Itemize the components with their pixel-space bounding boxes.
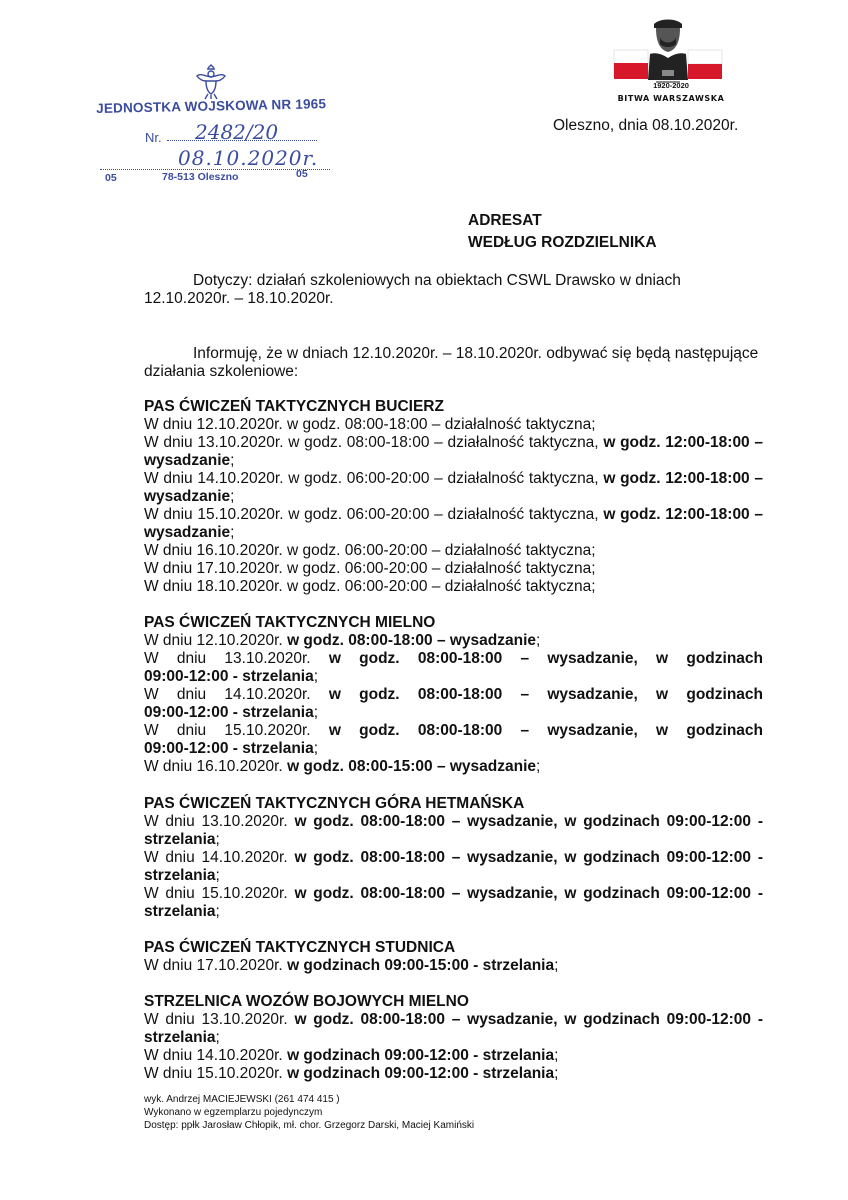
- footer-copies: Wykonano w egzemplarzu pojedynczym: [144, 1107, 323, 1118]
- mielno-line-5: W dniu 16.10.2020r. w godz. 08:00-15:00 – wysadzanie;: [144, 758, 541, 775]
- gora-line-2: W dniu 14.10.2020r. w godz. 08:00-18:00 – wysadzanie, w godzinach 09:00-12:00 -: [144, 849, 763, 866]
- logo-name: BITWA WARSZAWSKA: [617, 94, 725, 103]
- gora-line-3-cont: strzelania;: [144, 903, 220, 920]
- logo-years: 1920-2020: [653, 81, 689, 90]
- section-title-bucierz: PAS ĆWICZEŃ TAKTYCZNYCH BUCIERZ: [144, 398, 444, 415]
- stamp-code-right: 05: [296, 168, 308, 180]
- mielno-line-3: W dniu 14.10.2020r. w godz. 08:00-18:00 – wysadzanie, w godzinach: [144, 686, 763, 703]
- stamp-code-left: 05: [105, 172, 117, 184]
- subject-text-2: 12.10.2020r. – 18.10.2020r.: [144, 290, 334, 307]
- bucierz-line-2: W dniu 13.10.2020r. w godz. 08:00-18:00 – działalność taktyczna, w godz. 12:00-18:00 –: [144, 434, 763, 451]
- eagle-emblem-icon: [195, 64, 227, 100]
- gora-line-3: W dniu 15.10.2020r. w godz. 08:00-18:00 – wysadzanie, w godzinach 09:00-12:00 -: [144, 885, 763, 902]
- studnica-line-1: W dniu 17.10.2020r. w godzinach 09:00-15:00 - strzelania;: [144, 957, 559, 974]
- bucierz-line-2-cont: wysadzanie;: [144, 452, 235, 469]
- strzelnica-line-3: W dniu 15.10.2020r. w godzinach 09:00-12:00 - strzelania;: [144, 1065, 559, 1082]
- gora-line-1: W dniu 13.10.2020r. w godz. 08:00-18:00 – wysadzanie, w godzinach 09:00-12:00 -: [144, 813, 763, 830]
- intro-line-1: Informuję, że w dniach 12.10.2020r. – 18.10.2020r. odbywać się będą następujące: [193, 345, 759, 362]
- subject-line-1: [193, 272, 681, 290]
- gora-line-1-cont: strzelania;: [144, 831, 220, 848]
- bucierz-line-7: W dniu 18.10.2020r. w godz. 06:00-20:00 – działalność taktyczna;: [144, 578, 596, 595]
- stamp-nr-label: Nr.: [145, 130, 162, 145]
- bitwa-warszawska-logo: [610, 14, 726, 106]
- bucierz-line-4: W dniu 15.10.2020r. w godz. 06:00-20:00 – działalność taktyczna, w godz. 12:00-18:00 –: [144, 506, 763, 523]
- mielno-line-3-cont: 09:00-12:00 - strzelania;: [144, 704, 319, 721]
- subject-text-1: działań szkoleniowych na obiektach CSWL Drawsko w dniach: [256, 272, 681, 289]
- bucierz-line-4-cont: wysadzanie;: [144, 524, 235, 541]
- addressee-line-2: WEDŁUG ROZDZIELNIKA: [468, 234, 657, 251]
- stamp-unit-name: JEDNOSTKA WOJSKOWA NR 1965: [96, 96, 327, 116]
- mielno-line-4-cont: 09:00-12:00 - strzelania;: [144, 740, 319, 757]
- mielno-line-4: W dniu 15.10.2020r. w godz. 08:00-18:00 – wysadzanie, w godzinach: [144, 722, 763, 739]
- section-title-gora-hetmanska: PAS ĆWICZEŃ TAKTYCZNYCH GÓRA HETMAŃSKA: [144, 795, 525, 812]
- mielno-line-2: W dniu 13.10.2020r. w godz. 08:00-18:00 – wysadzanie, w godzinach: [144, 650, 763, 667]
- addressee-line-1: ADRESAT: [468, 212, 542, 229]
- stamp-bottom-line: [105, 168, 315, 186]
- footer-access: Dostęp: ppłk Jarosław Chłopik, mł. chor. Grzegorz Darski, Maciej Kamiński: [144, 1120, 475, 1131]
- bucierz-line-1: W dniu 12.10.2020r. w godz. 08:00-18:00 – działalność taktyczna;: [144, 416, 596, 433]
- bucierz-line-6: W dniu 17.10.2020r. w godz. 06:00-20:00 – działalność taktyczna;: [144, 560, 596, 577]
- mielno-line-1: W dniu 12.10.2020r. w godz. 08:00-18:00 – wysadzanie;: [144, 632, 541, 649]
- bucierz-line-5: W dniu 16.10.2020r. w godz. 06:00-20:00 – działalność taktyczna;: [144, 542, 596, 559]
- strzelnica-line-1-cont: strzelania;: [144, 1029, 220, 1046]
- section-title-strzelnica: STRZELNICA WOZÓW BOJOWYCH MIELNO: [144, 993, 469, 1010]
- stamp-handwritten-number: 2482/20: [195, 120, 279, 144]
- bucierz-line-3: W dniu 14.10.2020r. w godz. 06:00-20:00 – działalność taktyczna, w godz. 12:00-18:00 –: [144, 470, 763, 487]
- stamp-handwritten-date: 08.10.2020r.: [178, 146, 319, 170]
- stamp-postal: 78-513 Oleszno: [162, 171, 239, 183]
- section-title-mielno: PAS ĆWICZEŃ TAKTYCZNYCH MIELNO: [144, 614, 436, 631]
- strzelnica-line-1: W dniu 13.10.2020r. w godz. 08:00-18:00 – wysadzanie, w godzinach 09:00-12:00 -: [144, 1011, 763, 1028]
- strzelnica-line-2: W dniu 14.10.2020r. w godzinach 09:00-12:00 - strzelania;: [144, 1047, 559, 1064]
- mielno-line-2-cont: 09:00-12:00 - strzelania;: [144, 668, 319, 685]
- gora-line-2-cont: strzelania;: [144, 867, 220, 884]
- footer-author: wyk. Andrzej MACIEJEWSKI (261 474 415 ): [144, 1094, 340, 1105]
- intro-line-2: działania szkoleniowe:: [144, 363, 299, 380]
- section-title-studnica: PAS ĆWICZEŃ TAKTYCZNYCH STUDNICA: [144, 939, 456, 956]
- subject-label: Dotyczy:: [193, 272, 253, 289]
- place-and-date: Oleszno, dnia 08.10.2020r.: [553, 117, 739, 134]
- bucierz-line-3-cont: wysadzanie;: [144, 488, 235, 505]
